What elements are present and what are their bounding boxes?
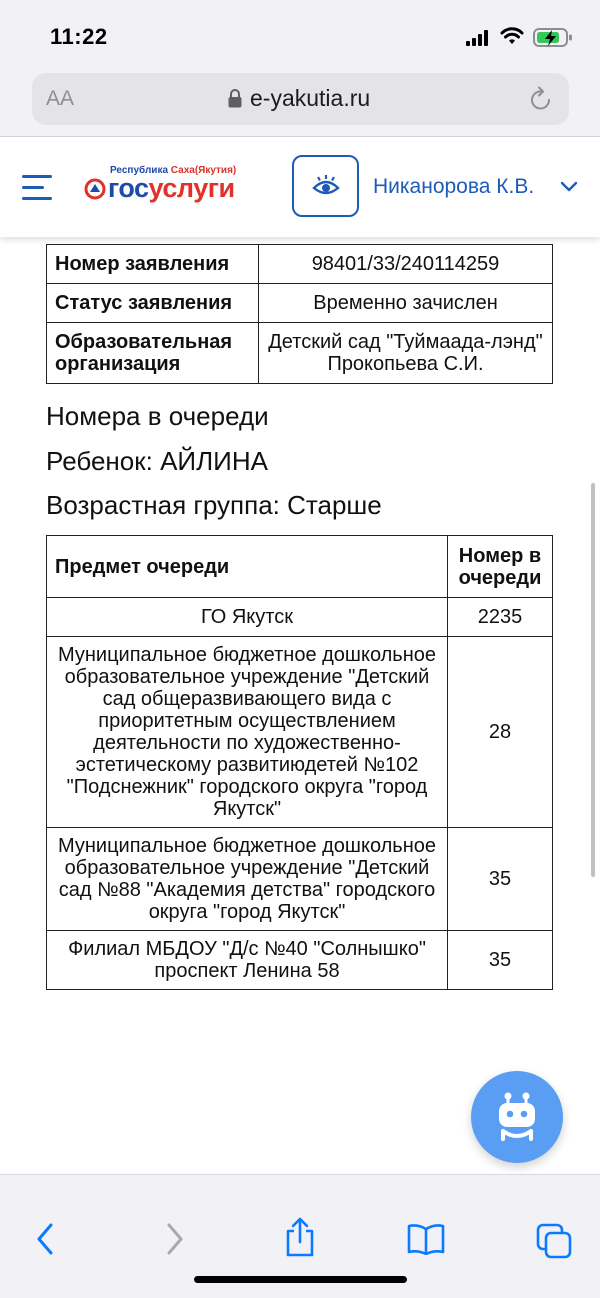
table-header-row [47,536,553,598]
url-text[interactable]: e-yakutia.ru [250,85,371,111]
queue-table [46,535,553,990]
bookmarks-icon[interactable] [406,1223,446,1255]
table-row [47,284,553,323]
forward-icon[interactable] [166,1223,184,1255]
cellular-signal-icon [466,30,490,46]
reader-settings-button[interactable]: AA [46,87,75,110]
application-number: 98401/33/240114259 [259,245,553,284]
logo-republic-text: Республика Саха(Якутия) [110,165,237,176]
column-header-number: Номер в очереди [448,536,553,598]
age-group: Возрастная группа: Старше [46,490,382,520]
queue-subject: Муниципальное бюджетное дошкольное образовательное учреждение "Детский сад общеразвивающего вида с приоритетным осуществлением деятельности по художественно-эстетическому развитиюдетей №102 "Подснежник" городского округа "город Якутск" [47,637,448,828]
table-row [47,637,553,828]
chevron-down-icon[interactable] [560,181,578,193]
accessibility-eye-button[interactable] [292,155,359,217]
column-header-subject: Предмет очереди [47,536,448,598]
battery-charging-icon [533,28,573,48]
queue-number: 2235 [448,598,553,637]
browser-address-area [0,66,600,137]
logo-wordmark: госуслуги [108,173,235,203]
eye-icon [312,174,340,198]
row-label: Статус заявления [47,284,259,323]
queue-subject: Филиал МБДОУ "Д/с №40 "Солнышко" проспект Ленина 58 [47,931,448,990]
application-table [46,244,553,384]
share-icon[interactable] [284,1217,316,1257]
table-row [47,598,553,637]
emblem-icon [84,178,106,200]
application-status: Временно зачислен [259,284,553,323]
row-label: Образовательная организация [47,323,259,384]
table-row [47,828,553,931]
table-row [47,323,553,384]
status-bar [0,0,600,66]
lock-icon [228,89,242,108]
robot-icon [495,1091,539,1143]
chat-bot-button[interactable] [471,1071,563,1163]
address-bar[interactable] [32,73,569,125]
back-icon[interactable] [36,1223,54,1255]
reload-icon[interactable] [529,86,553,112]
gosuslugi-logo[interactable] [84,165,274,211]
queue-subject: ГО Якутск [47,598,448,637]
queue-title: Номера в очереди [46,401,269,431]
queue-number: 35 [448,828,553,931]
queue-number: 35 [448,931,553,990]
user-name[interactable]: Никанорова К.В. [373,175,535,198]
scroll-indicator[interactable] [591,483,595,877]
row-label: Номер заявления [47,245,259,284]
main-content [0,237,600,1174]
wifi-icon [500,26,524,46]
table-row [47,245,553,284]
site-header [0,137,600,237]
status-time: 11:22 [50,24,108,49]
menu-icon[interactable] [22,175,52,201]
tabs-icon[interactable] [536,1223,572,1259]
queue-number: 28 [448,637,553,828]
home-indicator [194,1276,407,1283]
queue-subject: Муниципальное бюджетное дошкольное образовательное учреждение "Детский сад №88 "Академия детства" городского округа "город Якутск" [47,828,448,931]
child-name: Ребенок: АЙЛИНА [46,446,268,476]
application-organization: Детский сад "Туймаада-лэнд" Прокопьева С.И. [259,323,553,384]
table-row [47,931,553,990]
